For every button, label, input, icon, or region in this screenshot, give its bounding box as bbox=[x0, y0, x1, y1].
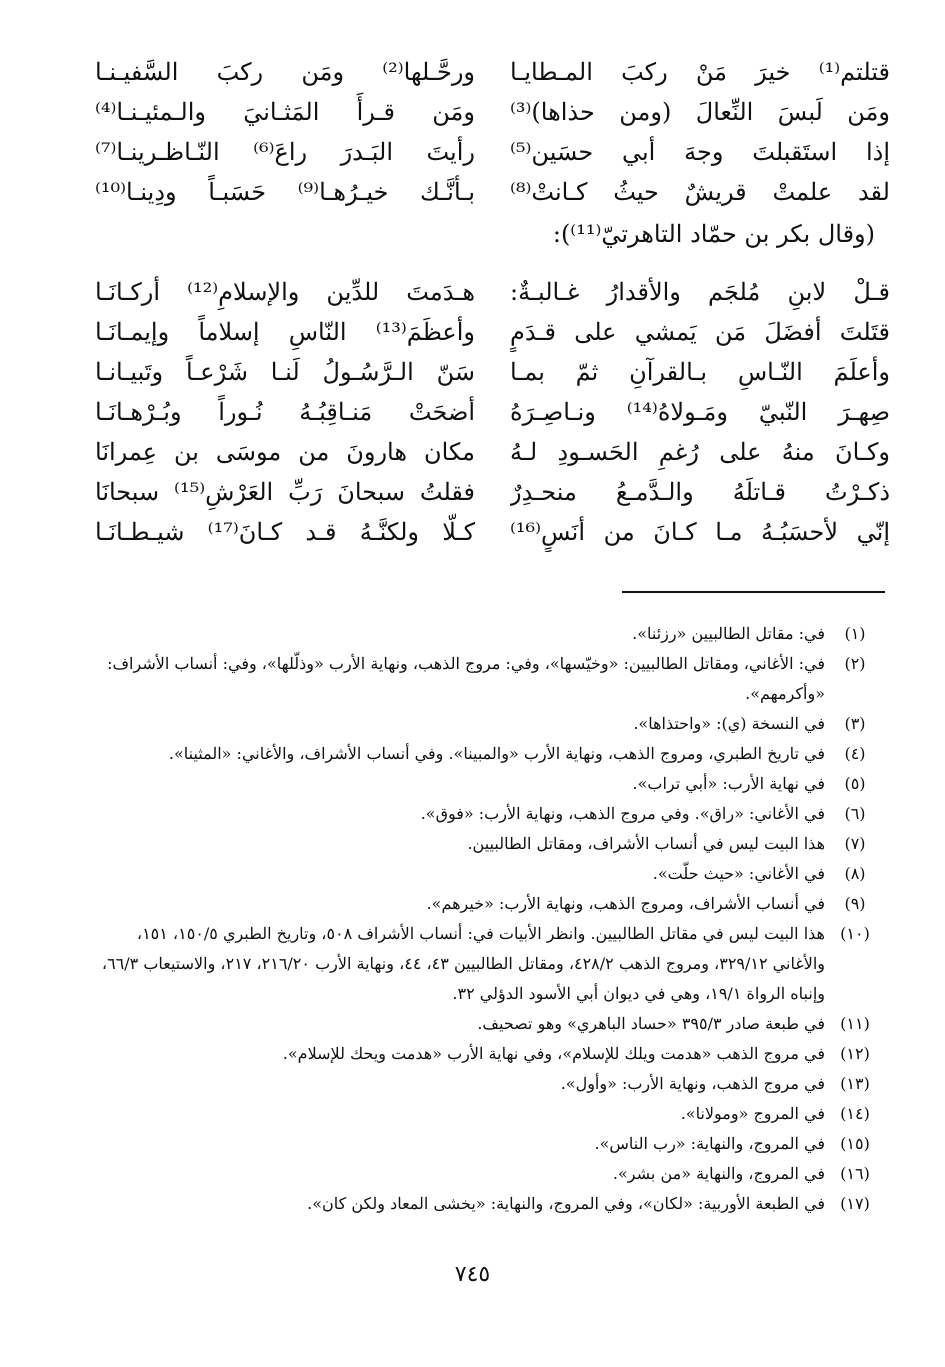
footnote-text: في أنساب الأشراف، ومروج الذهب، ونهاية الأرب: «خيرهم». bbox=[426, 894, 825, 913]
verse-first-hemistich: ذكـرْتُ قـاتلَهُ والـدَّمـعُ منحـدِرٌ bbox=[510, 478, 890, 506]
footnote-text: في: مقاتل الطالبيين «رزئنا». bbox=[632, 624, 825, 643]
footnote bbox=[80, 649, 885, 709]
footnote-text: في المروج «ومولانا». bbox=[680, 1104, 825, 1123]
footnote bbox=[80, 829, 885, 859]
footnote-text: في الأغاني: «حيث حلّت». bbox=[652, 864, 825, 883]
verse-second-hemistich: ومَن قـرأَ المَثـانيَ والـمئيـنـا⁽⁴⁾ bbox=[95, 98, 475, 126]
footnote-number: (١٤) bbox=[840, 1104, 870, 1123]
footnote-text: في نهاية الأرب: «أبي تراب». bbox=[632, 774, 825, 793]
footnote bbox=[80, 1159, 885, 1189]
verse-first-hemistich: قتلتم⁽¹⁾ خيرَ مَنْ ركبَ المـطايـا bbox=[510, 58, 890, 86]
footnote-text: هذا البيت ليس في أنساب الأشراف، ومقاتل الطالبيين. bbox=[467, 834, 825, 853]
footnote bbox=[80, 739, 885, 769]
footnote-text: في تاريخ الطبري، ومروج الذهب، ونهاية الأرب «والمبينا». وفي أنساب الأشراف، والأغاني: «المثينا». bbox=[168, 744, 825, 763]
verse-line bbox=[95, 172, 890, 212]
verse-line bbox=[95, 132, 890, 172]
footnotes bbox=[80, 619, 885, 1219]
footnote bbox=[80, 889, 885, 919]
verse-first-hemistich: ومَن لَبسَ النِّعالَ (ومن حذاها)⁽³⁾ bbox=[510, 98, 890, 126]
poem-stanza-1 bbox=[95, 52, 890, 212]
verse-line bbox=[95, 472, 890, 512]
footnote-text: في مروج الذهب «هدمت ويلك للإسلام»، وفي نهاية الأرب «هدمت ويحك للإسلام». bbox=[282, 1044, 825, 1063]
verse-first-hemistich: وكـانَ منهُ على رُغمِ الحَسـودِ لـهُ bbox=[510, 438, 890, 466]
footnote bbox=[80, 709, 885, 739]
verse-first-hemistich: قتَلتَ أفضَلَ مَن يَمشي على قـدَمٍ bbox=[510, 318, 890, 346]
footnote-number: (١٧) bbox=[840, 1194, 870, 1213]
footnote-text: في النسخة (ي): «واحتذاها». bbox=[633, 714, 825, 733]
verse-second-hemistich: هـدَمتَ للدِّين والإسلامِ⁽¹²⁾ أركـانَـا bbox=[95, 278, 475, 306]
footnote-number: (١٥) bbox=[840, 1134, 870, 1153]
footnote-text: هذا البيت ليس في مقاتل الطالبيين. وانظر الأبيات في: أنساب الأشراف ٥٠٨، وتاريخ الطبري ١٥٠/٥، ١٥١، والأغاني ٣٢٩/١٢، ومروج الذهب ٤٢٨/٢، ومقاتل الطالبيين ٤٣، ٤٤، ونهاية الأرب ٢١٦/٢٠، ٢١٧، والاستيعاب ٦٦/٣، وإنباه الرواة ١٩/١، وهي في ديوان أبي الأسود الدؤلي ٣٢. bbox=[101, 924, 825, 1003]
footnote-text: في مروج الذهب، ونهاية الأرب: «وأول». bbox=[560, 1074, 825, 1093]
footnote-number: (٩) bbox=[844, 894, 866, 913]
footnote-text: في الأغاني: «راق». وفي مروج الذهب، ونهاية الأرب: «فوق». bbox=[420, 804, 825, 823]
footnote bbox=[80, 619, 885, 649]
footnote bbox=[80, 1099, 885, 1129]
verse-line bbox=[95, 52, 890, 92]
footnote-number: (١٢) bbox=[840, 1044, 870, 1063]
footnote-number: (١١) bbox=[840, 1014, 870, 1033]
verse-line bbox=[95, 92, 890, 132]
footnote-number: (٣) bbox=[844, 714, 866, 733]
verse-line bbox=[95, 392, 890, 432]
footnote-separator bbox=[622, 591, 885, 593]
footnote bbox=[80, 919, 885, 1009]
footnote-text: في المروج، والنهاية: «رب الناس». bbox=[594, 1134, 825, 1153]
footnote bbox=[80, 769, 885, 799]
footnote-number: (٨) bbox=[844, 864, 866, 883]
verse-first-hemistich: قـلْ لابنِ مُلجَم والأقدارُ غـالبـةٌ: bbox=[510, 278, 890, 306]
footnote-number: (٧) bbox=[844, 834, 866, 853]
footnote-text: في الطبعة الأوربية: «لكان»، وفي المروج، والنهاية: «يخشى المعاد ولكن كان». bbox=[307, 1194, 825, 1213]
footnote-text: في طبعة صادر ٣٩٥/٣ «حساد الباهري» وهو تصحيف. bbox=[477, 1014, 825, 1033]
verse-line bbox=[95, 512, 890, 552]
footnote bbox=[80, 1129, 885, 1159]
verse-first-hemistich: إذا استَقبلتَ وجهَ أبي حسَين⁽⁵⁾ bbox=[510, 138, 890, 166]
footnote-number: (٤) bbox=[844, 744, 866, 763]
footnote-number: (١٠) bbox=[840, 924, 870, 943]
verse-line bbox=[95, 272, 890, 312]
footnote-number: (١) bbox=[844, 624, 866, 643]
footnote-text: في المروج، والنهاية «من بشر». bbox=[612, 1164, 825, 1183]
footnote bbox=[80, 859, 885, 889]
verse-first-hemistich: إنّي لأحسَبُـهُ مـا كـانَ من أنَسٍ⁽¹⁶⁾ bbox=[510, 518, 890, 546]
footnote-number: (٦) bbox=[844, 804, 866, 823]
footnote bbox=[80, 799, 885, 829]
verse-first-hemistich: صِهـرَ النّبيّ ومَـولاهُ⁽¹⁴⁾ ونـاصِـرَهُ bbox=[510, 398, 890, 426]
footnote-text: في: الأغاني، ومقاتل الطالبيين: «وخيّسها»، وفي: مروج الذهب، ونهاية الأرب «وذلّلها»، وفي: أنساب الأشراف: «وأكرمهم». bbox=[107, 654, 825, 703]
footnote bbox=[80, 1189, 885, 1219]
verse-first-hemistich: وأعلَمَ النّـاسِ بـالقرآنِ ثمّ بمـا bbox=[510, 358, 890, 386]
verse-second-hemistich: أضحَتْ مَنـاقِبُـهُ نُـوراً وبُـرْهـانَـا bbox=[95, 398, 475, 426]
verse-second-hemistich: بـأنَّـك خيـرُهـا⁽⁹⁾ حَسَبـاً ودِينـا⁽¹⁰⁾ bbox=[95, 178, 475, 206]
verse-second-hemistich: وأعظَمَ⁽¹³⁾ النّاسِ إسلاماً وإيمـانَـا bbox=[95, 318, 475, 346]
verse-line bbox=[95, 312, 890, 352]
poem-attribution: (وقال بكر بن حمّاد التاهرتيّ⁽¹¹⁾): bbox=[552, 220, 875, 248]
verse-second-hemistich: سَنّ الـرَّسُـولُ لَنـا شَرْعـاً وتَبيـانـا bbox=[95, 358, 475, 386]
footnote bbox=[80, 1009, 885, 1039]
footnote-number: (٥) bbox=[844, 774, 866, 793]
verse-second-hemistich: ورحَّـلها⁽²⁾ ومَن ركبَ السَّفيـنـا bbox=[95, 58, 475, 86]
footnote-number: (٢) bbox=[844, 654, 866, 673]
poem-stanza-2 bbox=[95, 272, 890, 552]
verse-second-hemistich: مكان هارونَ من موسَى بن عِمرانَا bbox=[95, 438, 475, 466]
verse-line bbox=[95, 352, 890, 392]
verse-second-hemistich: رأيتَ البَـدرَ راعَ⁽⁶⁾ النّـاظـرينـا⁽⁷⁾ bbox=[95, 138, 475, 166]
page-number: ٧٤٥ bbox=[454, 1262, 491, 1287]
footnote-number: (١٣) bbox=[840, 1074, 870, 1093]
verse-line bbox=[95, 432, 890, 472]
verse-second-hemistich: فقلتُ سبحانَ رَبِّ العَرْشِ⁽¹⁵⁾ سبحانَا bbox=[95, 478, 475, 506]
footnote-number: (١٦) bbox=[840, 1164, 870, 1183]
footnote bbox=[80, 1069, 885, 1099]
footnote bbox=[80, 1039, 885, 1069]
verse-first-hemistich: لقد علمتْ قريشٌ حيثُ كـانتْ⁽⁸⁾ bbox=[510, 178, 890, 206]
verse-second-hemistich: كـلّا ولكنَّـهُ قـد كـانَ⁽¹⁷⁾ شيـطـانَـا bbox=[95, 518, 475, 546]
